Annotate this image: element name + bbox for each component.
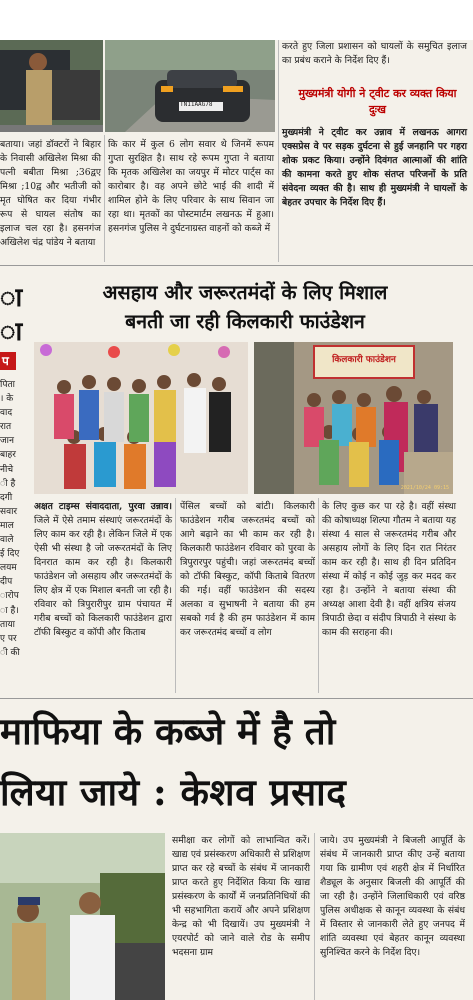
story2-byline: अक्षत टाइम्स संवाददाता, पुरवा bbox=[34, 501, 145, 512]
accident-photo-car bbox=[105, 40, 275, 132]
left-strip-text bbox=[0, 378, 28, 660]
kilkari-headline bbox=[40, 278, 450, 336]
left-strip-line: वाद bbox=[0, 408, 13, 419]
column-divider bbox=[278, 40, 279, 262]
left-strip-line: लयम bbox=[0, 563, 17, 574]
left-strip-line: पिता bbox=[0, 380, 15, 390]
left-strip-big-letter: ा bbox=[0, 317, 23, 347]
left-strip-line: जान bbox=[0, 436, 15, 447]
story1-col1-text: बताया। जहां डॉक्टरों ने बिहार के निवासी अखिलेश मिश्रा की पत्नी बबीता मिश्रा ;36द्वए मिश्रा ;10द्व और भतीजी को मृत घोषित कर दिया गंभीर रूप से घायल संतोष का इलाज चल रहा है। हसनगंज अखिलेश चंद्र पांडेय ने बताया bbox=[0, 139, 101, 248]
story3-col2 bbox=[320, 834, 465, 960]
accident-photo-car-graphic bbox=[105, 40, 275, 132]
left-strip-line: ी की bbox=[0, 647, 20, 658]
children-photo-indoor bbox=[34, 342, 248, 494]
right-top-lead bbox=[282, 40, 467, 68]
left-strip-line: नीचे bbox=[0, 464, 14, 475]
children-photo-banner bbox=[254, 342, 453, 494]
mafia-headline-line2: लिया जाये : केशव प्रसाद bbox=[0, 770, 347, 814]
section-divider bbox=[0, 698, 473, 699]
cm-tweet-subhead: मुख्यमंत्री योगी ने ट्वीट कर व्यक्त किया दुःख bbox=[298, 87, 457, 116]
left-strip-big-letter: ा bbox=[0, 283, 23, 313]
story1-col2-text: कि कार में कुल 6 लोग सवार थे जिनमें रूपम गुप्ता सुरक्षित है। साथ रहे रूपम गुप्ता ने बताया कि मृतक अखिलेश का जयपुर में मोटर पार्ट्स का कारोबार है। वह अपने छोटे भाई की शादी में शामिल होने के लिए परिवार के साथ सिवान जा रहा था। मृतकों का पोस्टमार्टम लखनऊ में हुआ। हसनगंज पुलिस ने दुर्घटनाग्रस्त वाहनों को कब्जे में bbox=[108, 139, 274, 234]
column-divider bbox=[175, 498, 176, 693]
photo-date-stamp: 2021/10/24 09:15 bbox=[400, 485, 449, 491]
story2-col1-paragraph bbox=[34, 500, 172, 640]
officials-photo-graphic bbox=[0, 833, 165, 1000]
column-divider bbox=[318, 498, 319, 693]
section-divider bbox=[0, 265, 473, 266]
banner-text: किलकारी फाउंडेशन bbox=[332, 355, 396, 365]
left-strip-line: दीप bbox=[0, 577, 13, 588]
story2-col2 bbox=[180, 500, 315, 640]
left-strip-line: ताया bbox=[0, 619, 16, 630]
story2-col3-text: के लिए कुछ कर पा रहे है। वहीं संस्था की कोषाध्यक्ष शिल्पा गौतम ने बताया यह संस्था 4 साल से जरूरतमंद गरीब और असहाय लोगों के लिए दिन रात निरंतर काम कर रही है। साथ ही दिन प्रतिदिन संस्था में कोई न कोई जुड़ कर मदद कर रहा है। उन्होंने ने बताया संस्था की अध्यक्ष आशा देवी है। वहीं क्षत्रिय संजय त्रिपाठी छेदा व संदीप त्रिपाठी ने संस्था के काम की सराहना की। bbox=[322, 501, 456, 638]
top-blank-area bbox=[0, 0, 473, 40]
children-photo-indoor-graphic bbox=[34, 342, 248, 494]
story2-col1-text: जिले में ऐसे तमाम संस्थाएं जरूरतमंदों के लिए काम कर रही है। लेकिन जिले में एक ऐसी भी संस्था है जो जरूरतमंदों के लिए दिनरात काम कर रही है। किलकारी फाउंडेशन जो असहाय और जरूरतमंदों के लिए क्षेत्र में एक मिशाल बनती जा रही है। रविवार को त्रिपुरारीपुर ग्राम पंचायत में गरीब बच्चों को किलकारी फाउंडेशन द्वारा टॉफी बिस्कुट व कॉपी और किताब bbox=[34, 515, 172, 638]
kilkari-headline-line1: असहाय और जरूरतमंदों के लिए मिशाल bbox=[102, 281, 388, 304]
right-top-body-text: मुख्यमंत्री ने ट्वीट कर उन्नाव में लखनऊ आगरा एक्सप्रेस वे पर सड़क दुर्घटना से हुई जनहानि पर गहरा शोक प्रकट किया। उन्होंने दिवंगत आत्माओं की शांति की कामना करते हुए शोक संतप्त परिजनों के प्रति संवेदना व्यक्त की है। साथ ही मुख्यमंत्री ने घायलों के बेहतर उपचार के निर्देश दिए हैं। bbox=[282, 127, 467, 208]
left-strip-line: बाहर bbox=[0, 450, 16, 461]
column-divider bbox=[104, 135, 105, 262]
story1-col2 bbox=[108, 138, 274, 236]
story3-col1 bbox=[172, 834, 310, 960]
story3-col1-text: समीक्षा कर लोगों को लाभान्वित करें। खाद्य एवं प्रसंस्करण अधिकारी से प्रशिक्षण प्राप्त कर रहे बच्चों के संबंध में जानकारी प्राप्त करते हुए निर्देशित किया कि खाद्य प्रसंस्करण के कार्यों में जनप्रतिनिधियों की भी सहभागिता करायें और अपने प्रशिक्षण केन्द्र को भी दिखायें। उप मुख्यमंत्री ने एयरपोर्ट को जाने वाले रोड के समीप भदसना ग्राम bbox=[172, 835, 310, 958]
left-strip-line: ई दिए bbox=[0, 549, 20, 560]
accident-photo-left bbox=[0, 40, 103, 132]
story2-col3 bbox=[322, 500, 456, 640]
left-strip-line: । के bbox=[0, 394, 14, 405]
story1-col1 bbox=[0, 138, 101, 250]
left-strip-line: दगी bbox=[0, 492, 13, 503]
story2-place: उन्नाव। bbox=[150, 501, 172, 512]
story2-col1 bbox=[34, 500, 172, 640]
story3-col2-text: जाये। उप मुख्यमंत्री ने बिजली आपूर्ति के संबंध में जानकारी प्राप्त कीए उन्हें बताया गया कि ग्रामीण एवं शहरी क्षेत्र में निर्धारित शैड्यूल के अनुसार बिजली की आपूर्ति की जा रही है। उन्होंने जिलाधिकारी एवं वरिष्ठ पुलिस अधीक्षक से कानून व्यवस्था के संबंध में विस्तार से जानकारी लेते हुए जनपद में शांति व्यवस्था एवं बेहतर कानून व्यवस्था सुनिश्चित करने के निर्देश दिए। bbox=[320, 835, 465, 958]
right-top-body bbox=[282, 126, 467, 210]
story2-col2-text: पेंसिल बच्चों को बांटी। किलकारी फाउंडेशन गरीब जरूरतमंद बच्चों को आगे बढ़ाने का भी काम कर रही है। किलकारी फाउंडेशन रविवार को पुरवा के त्रिपुरारपुर पहुंची। जहां जरूरतमंद बच्चों को टॉफी बिस्कुट, कॉपी किताबे वितरण की गई। वहीं फाउंडेशन की सदस्य अलका व सुभाषनी ने बताया की हम सबको गर्व है की हम फाउंडेशन में काम कर जरूरतमंद बच्चों व लोग bbox=[180, 501, 315, 638]
column-divider bbox=[314, 833, 315, 1000]
kilkari-headline-line2: बनती जा रही किलकारी फाउंडेशन bbox=[125, 310, 365, 333]
left-strip-line: ए पर bbox=[0, 633, 17, 644]
left-strip-line: माल bbox=[0, 520, 14, 531]
accident-photo-left-graphic bbox=[0, 40, 103, 132]
left-strip-line: ारोप bbox=[0, 591, 19, 602]
mafia-headline-line1: माफिया के कब्जे में है तो bbox=[0, 709, 336, 753]
left-strip-line: रात bbox=[0, 422, 12, 433]
left-strip-line: ा है। bbox=[0, 605, 19, 616]
left-strip-line: सवार bbox=[0, 506, 18, 517]
left-strip-line: ी है bbox=[0, 478, 16, 489]
left-strip-line: वाले bbox=[0, 535, 14, 546]
left-strip-red-tag: प bbox=[0, 352, 16, 370]
right-top-lead-text: करते हुए जिला प्रशासन को घायलों के समुचित इलाज का प्रबंध कराने के निर्देश दिए हैं। bbox=[282, 41, 467, 66]
officials-photo bbox=[0, 833, 165, 1000]
vehicle-plate-text: TN11AAG78 bbox=[180, 101, 213, 108]
